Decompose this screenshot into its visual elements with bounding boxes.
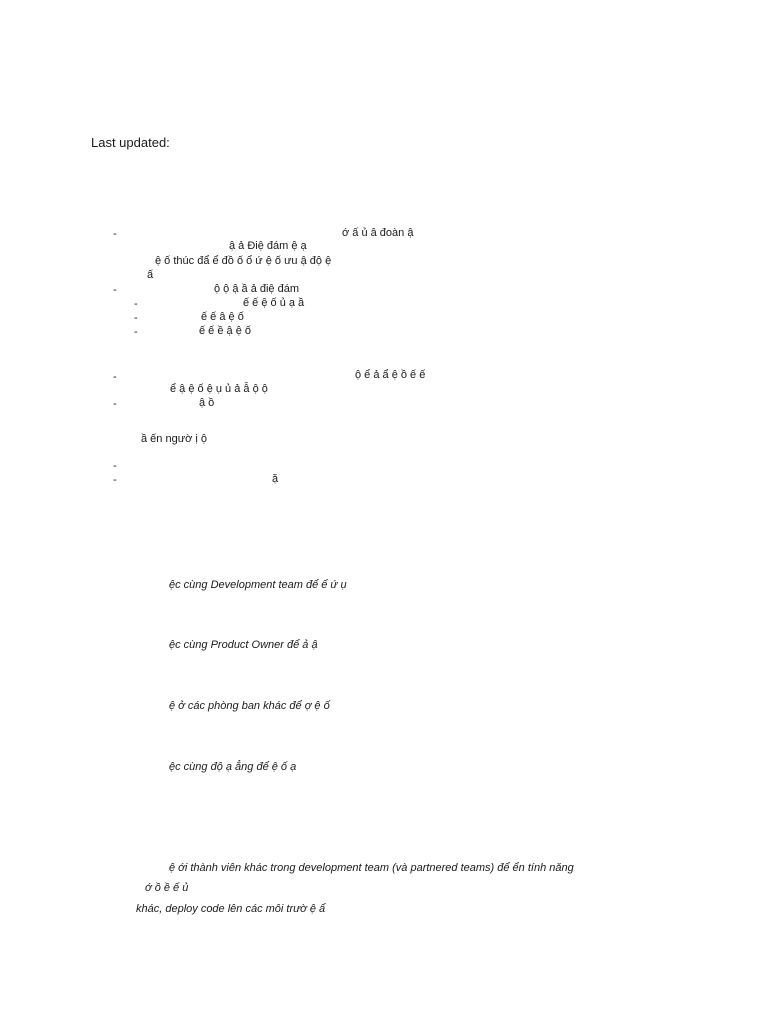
sub-bullet-text: ế ế â ệ ố: [201, 311, 244, 323]
italic-item: ệ ở các phòng ban khác để ợ ệ ố: [169, 700, 330, 712]
bullet-dash: -: [113, 398, 117, 410]
bullet-dash: -: [113, 460, 117, 472]
bullet-text-line: ộ ộ ậ ầ ả điệ đám: [214, 283, 300, 295]
last-updated-label: Last updated:: [91, 135, 170, 150]
section-heading: ầ ến ngườ ị ộ: [141, 433, 207, 445]
bullet-dash: -: [113, 371, 117, 383]
bullet-text-line: ặ: [272, 473, 279, 485]
italic-item: ệc cùng độ ạ ẳng để ệ ố ạ: [169, 761, 297, 773]
bullet-text-line: ệ ố thúc đẩ ể đồ ố ổ ứ ệ ố ưu ậ độ ệ: [155, 255, 332, 267]
bullet-text-line: ộ ể ả ẩ ệ ồ ế ế: [355, 369, 426, 381]
sub-bullet-dash: -: [134, 326, 138, 338]
paragraph-line: ệ ới thành viên khác trong development team (và partnered teams) để ển tính năng: [169, 862, 574, 874]
paragraph-line: khác, deploy code lên các môi trườ ệ ẩ: [136, 903, 326, 915]
sub-bullet-dash: -: [134, 312, 138, 324]
bullet-text-line: ậ ả Điệ đám ệ ạ: [229, 240, 307, 252]
italic-item: ệc cùng Product Owner để ả ậ: [169, 639, 318, 651]
bullet-text-line: ấ: [147, 269, 154, 281]
bullet-text-line: ậ ồ: [199, 397, 215, 409]
paragraph-line: ớ ồ ề ế ủ: [145, 882, 189, 894]
sub-bullet-dash: -: [134, 298, 138, 310]
bullet-text-line: ớ ấ ủ â đoàn ậ: [342, 227, 414, 239]
bullet-dash: -: [113, 228, 117, 240]
bullet-dash: -: [113, 284, 117, 296]
italic-item: ệc cùng Development team để ể ứ ụ: [169, 579, 347, 591]
sub-bullet-text: ế ế ệ ố ủ ạ ầ: [243, 297, 305, 309]
bullet-dash: -: [113, 474, 117, 486]
bullet-text-line: ể ậ ệ ố ệ ụ ủ ả ẫ ộ ộ: [170, 383, 268, 395]
sub-bullet-text: ế ế ề ậ ệ ố: [199, 325, 251, 337]
